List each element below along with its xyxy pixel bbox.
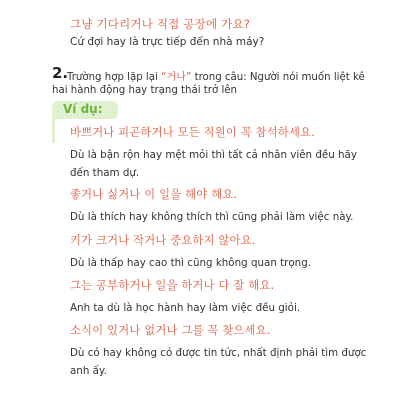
example-korean: 바쁘거나 피곤하거나 모든 직원이 꼭 참석하세요.	[70, 126, 316, 139]
example-korean: 키가 크거나 작거나 중요하지 않아요.	[70, 234, 256, 247]
example-item	[70, 186, 370, 226]
section-heading-prefix: Trường hợp lặp lại	[67, 72, 162, 83]
example-vietnamese: Dù có hay không có được tin tức, nhất định phải tìm được anh ấy.	[70, 347, 367, 377]
example-korean: 좋거나 싫거나 이 일을 해야 해요.	[70, 188, 238, 201]
example-item	[70, 277, 370, 317]
example-item	[70, 124, 370, 182]
section-heading-line2: hai hành động hay trạng thái trở lên	[52, 85, 238, 96]
example-vietnamese: Dù là bận rộn hay mệt mỏi thì tất cả nhân viên đều hãy đến tham dự.	[70, 149, 357, 179]
section-heading-highlight: “거나”	[161, 72, 192, 83]
example-item	[70, 322, 370, 380]
example-vietnamese: Dù là thấp hay cao thì cũng không quan trọng.	[70, 257, 312, 269]
prev-example-korean: 그냥 기다리거나 직접 공장에 가요?	[70, 17, 251, 31]
section-heading-line1	[67, 68, 365, 83]
example-korean: 그는 공부하거나 일을 하거나 다 잘 해요.	[70, 279, 275, 292]
example-vietnamese: Anh ta dù là học hành hay làm việc đều giỏi.	[70, 302, 301, 314]
section-number: 2.	[52, 64, 69, 82]
example-vietnamese: Dù là thích hay không thích thì cũng phải làm việc này.	[70, 211, 354, 223]
example-tab-rule	[52, 119, 55, 143]
prev-example-vietnamese: Cứ đợi hay là trực tiếp đến nhà máy?	[70, 36, 265, 48]
section-heading-suffix: trong câu: Người nói muốn liệt kê	[191, 72, 365, 83]
example-korean: 소식이 있거나 없거나 그를 꼭 찾으세요.	[70, 324, 271, 337]
example-item	[70, 232, 370, 272]
example-label: Ví dụ:	[63, 102, 103, 116]
